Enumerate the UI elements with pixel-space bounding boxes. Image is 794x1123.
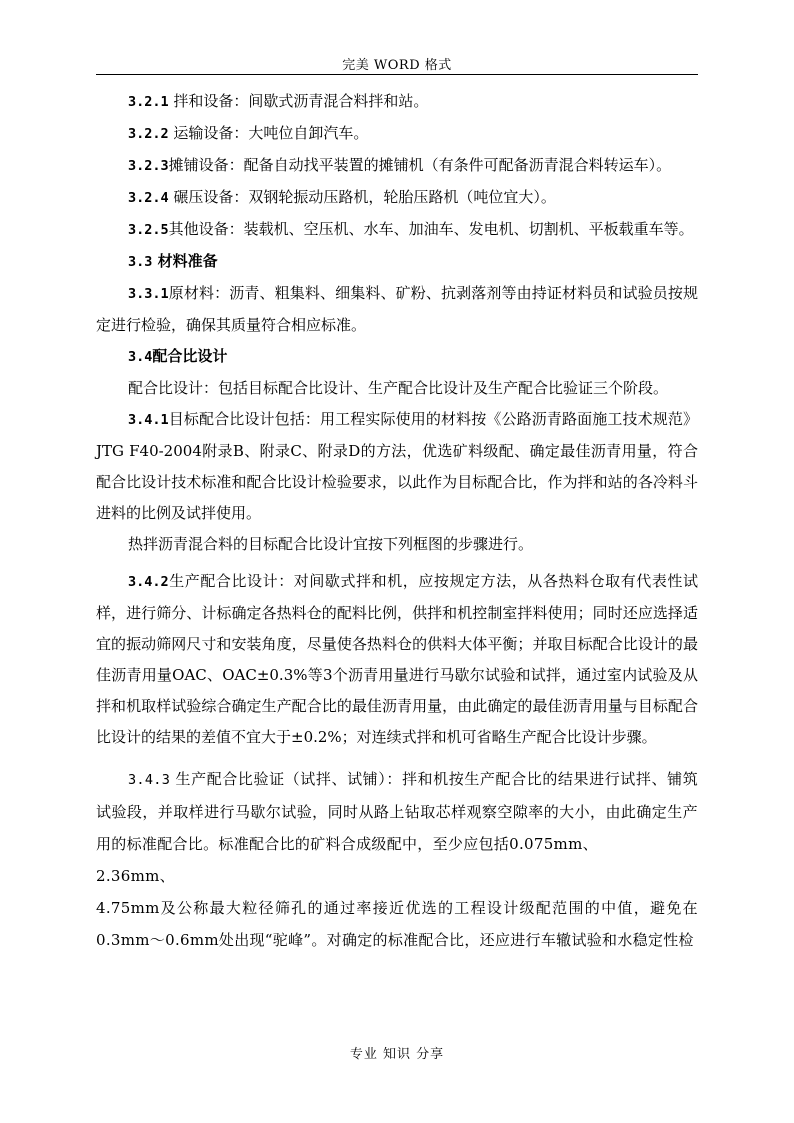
spacer <box>96 753 698 763</box>
item-number: 3.2.5 <box>128 222 169 238</box>
section-number: 3.4 <box>128 349 153 365</box>
item-number: 3.2.4 <box>128 190 169 206</box>
header-divider <box>96 74 698 75</box>
item-number: 3.2.2 <box>128 126 169 142</box>
item-text: 原材料：沥青、粗集料、细集料、矿粉、抗剥落剂等由持证材料员和试验员按规定进行检验，确保其质量符合相应标准。 <box>96 284 698 334</box>
item-number: 3.2.3 <box>128 158 169 174</box>
item-text: 生产配合比设计：对间歇式拌和机，应按规定方法，从各热料仓取有代表性试样，进行筛分、计标确定各热料仓的配料比例，供拌和机控制室拌料使用；同时还应选择适宜的振动筛网尺寸和安装角度，尽量使各热料仓的供料大体平衡；并取目标配合比设计的最佳沥青用量OAC、OAC±0.3%等3个沥青用量进行马歇尔试验和试拌，通过室内试验及从拌和机取样试验综合确定生产配合比的最佳沥青用量，由此确定的最佳沥青用量与目标配合比设计的结果的差值不宜大于±0.2%；对连续式拌和机可省略生产配合比设计步骤。 <box>96 572 698 746</box>
section-number: 3.3 <box>128 254 153 270</box>
paragraph-3-2-5 <box>96 214 698 246</box>
section-heading-3-3 <box>96 246 698 278</box>
item-text: 其他设备：装载机、空压机、水车、加油车、发电机、切割机、平板载重车等。 <box>168 220 694 238</box>
paragraph-3-4-3-line-2: 2.36mm、 <box>96 867 175 885</box>
item-text: 摊铺设备：配备自动找平装置的摊铺机（有条件可配备沥青混合料转运车）。 <box>168 156 672 174</box>
item-number: 3.3.1 <box>128 286 169 302</box>
paragraph-3-4-3-continued: 4.75mm及公称最大粒径筛孔的通过率接近优选的工程设计级配范围的中值，避免在0.3mm～0.6mm处出现“驼峰”。对确定的标准配合比，还应进行车辙试验和水稳定性检 <box>96 899 698 949</box>
paragraph-3-4-3 <box>96 763 698 860</box>
page-footer: 专业 知识 分享 <box>349 1047 445 1062</box>
paragraph-3-4-1 <box>96 404 698 529</box>
item-text: 运输设备：大吨位自卸汽车。 <box>168 124 369 142</box>
paragraph-3-2-4 <box>96 182 698 214</box>
paragraph-3-2-3 <box>96 150 698 182</box>
paragraph-3-4-intro: 配合比设计：包括目标配合比设计、生产配合比设计及生产配合比验证三个阶段。 <box>128 379 669 397</box>
paragraph-3-2-2 <box>96 118 698 150</box>
item-number: 3.4.1 <box>128 412 169 428</box>
item-text: 碾压设备：双钢轮振动压路机，轮胎压路机（吨位宜大）。 <box>168 188 556 206</box>
item-number: 3.4.2 <box>128 574 169 590</box>
section-title: 材料准备 <box>152 252 218 270</box>
paragraph-3-2-1 <box>96 86 698 118</box>
document-body <box>96 86 698 956</box>
page-header: 完美 WORD 格式 <box>342 58 452 73</box>
paragraph-3-4-1-flowchart-note: 热拌沥青混合料的目标配合比设计宜按下列框图的步骤进行。 <box>128 535 534 553</box>
paragraph-3-4-2 <box>96 566 698 753</box>
section-heading-3-4 <box>96 341 698 373</box>
item-number: 3.2.1 <box>128 94 169 110</box>
paragraph-3-3-1 <box>96 278 698 341</box>
item-text: 目标配合比设计包括：用工程实际使用的材料按《公路沥青路面施工技术规范》JTG F40-2004附录B、附录C、附录D的方法，优选矿料级配、确定最佳沥青用量，符合配合比设计技术标准和配合比设计检验要求，以此作为目标配合比，作为拌和站的各冷料斗进料的比例及试拌使用。 <box>96 410 698 522</box>
item-number: 3.4.3 <box>128 772 171 788</box>
item-text: 拌和设备：间歇式沥青混合料拌和站。 <box>168 92 429 110</box>
section-title: 配合比设计 <box>152 347 228 365</box>
item-text: 生产配合比验证（试拌、试铺）：拌和机按生产配合比的结果进行试拌、铺筑试验段，并取样进行马歇尔试验，同时从路上钻取芯样观察空隙率的大小，由此确定生产用的标准配合比。标准配合比的矿料合成级配中，至少应包括0.075mm、 <box>96 770 698 853</box>
